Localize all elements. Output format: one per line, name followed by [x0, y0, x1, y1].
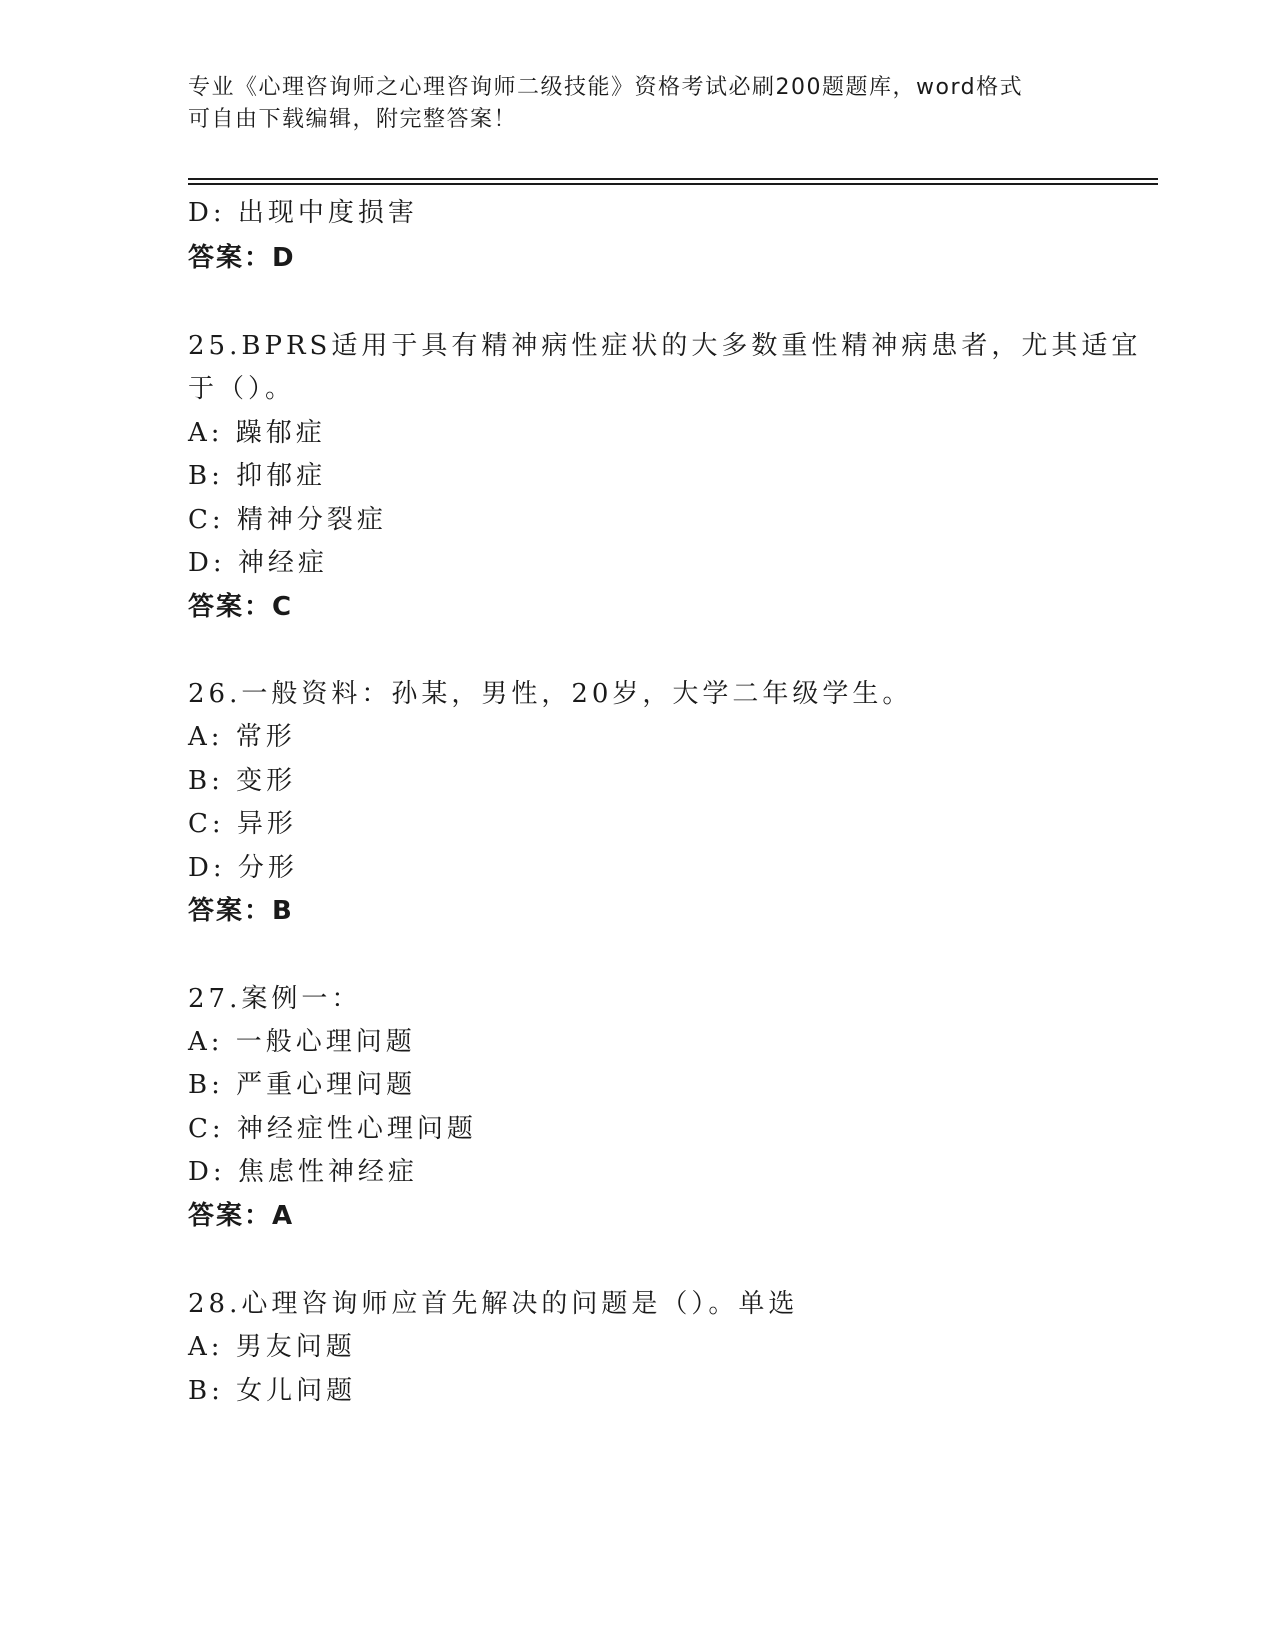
q25-stem-line-2: 于（）。	[188, 374, 296, 404]
header-line-1: 专业《心理咨询师之心理咨询师二级技能》资格考试必刷200题题库，word格式	[188, 75, 1024, 100]
q25-option-b: B: 抑郁症	[188, 461, 327, 491]
header-line-2: 可自由下载编辑，附完整答案！	[188, 107, 518, 132]
q26-option-d: D: 分形	[188, 853, 298, 883]
q26-option-b: B: 变形	[188, 766, 297, 796]
q27-option-c: C: 神经症性心理问题	[188, 1114, 477, 1144]
q28-option-a: A: 男友问题	[188, 1332, 356, 1362]
q25-answer: 答案：C	[188, 592, 294, 622]
q25-option-a: A: 躁郁症	[188, 418, 326, 448]
q27-option-b: B: 严重心理问题	[188, 1070, 417, 1100]
q27-option-a: A: 一般心理问题	[188, 1027, 416, 1057]
q27-stem: 27.案例一：	[188, 984, 362, 1014]
q26-option-a: A: 常形	[188, 722, 296, 752]
q25-stem-line-1: 25.BPRS适用于具有精神病性症状的大多数重性精神病患者，尤其适宜	[188, 331, 1142, 361]
header-divider-top	[188, 178, 1158, 180]
q27-option-d: D: 焦虑性神经症	[188, 1157, 418, 1187]
q25-option-c: C: 精神分裂症	[188, 505, 387, 535]
q28-stem: 28.心理咨询师应首先解决的问题是（）。单选	[188, 1289, 799, 1319]
q28-option-b: B: 女儿问题	[188, 1376, 357, 1406]
prev-answer: 答案：D	[188, 243, 296, 273]
q27-answer: 答案：A	[188, 1201, 295, 1231]
prev-option-d: D: 出现中度损害	[188, 198, 418, 228]
q26-stem: 26.一般资料：孙某，男性，20岁，大学二年级学生。	[188, 679, 913, 709]
q25-option-d: D: 神经症	[188, 548, 328, 578]
header-divider-bottom	[188, 183, 1158, 185]
document-header	[188, 72, 1088, 136]
q26-option-c: C: 异形	[188, 809, 297, 839]
q26-answer: 答案：B	[188, 896, 294, 926]
